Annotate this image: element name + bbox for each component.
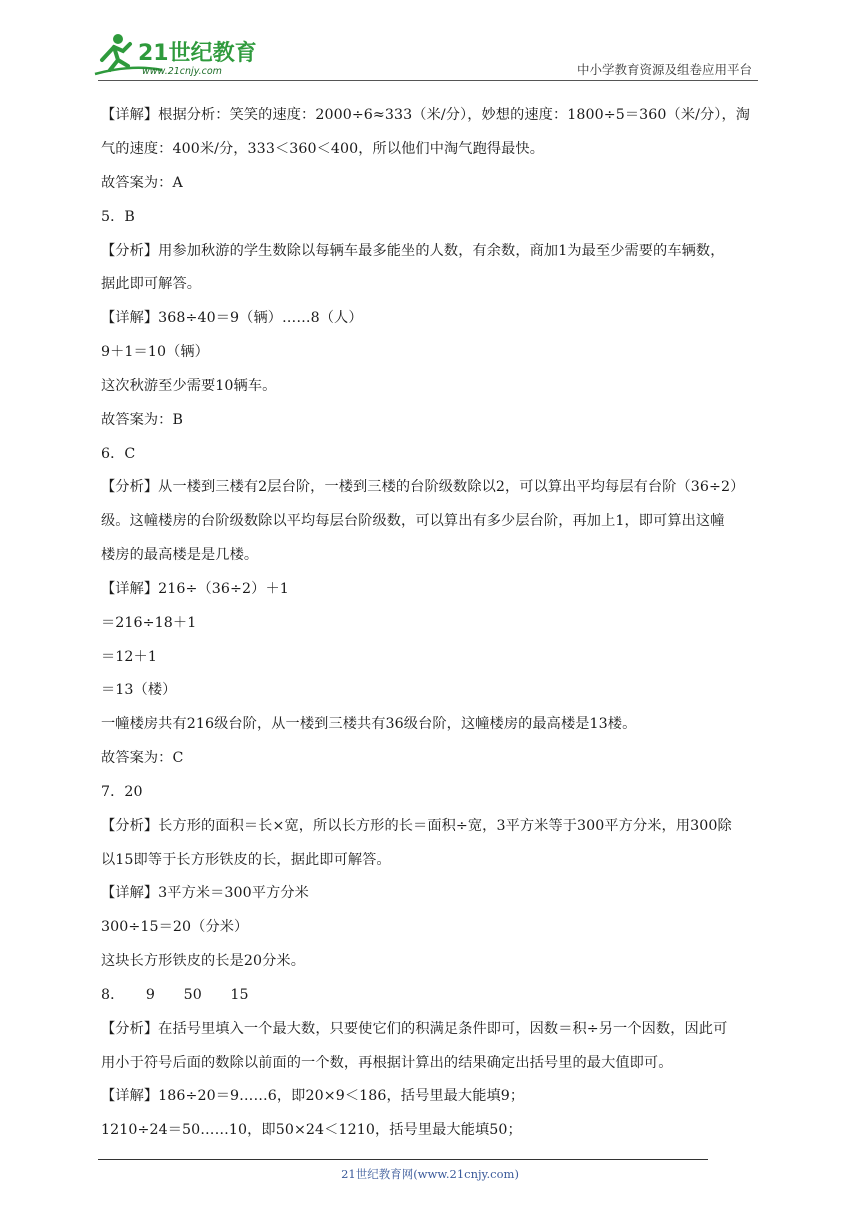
text-line: 级。这幢楼房的台阶级数除以平均每层台阶级数，可以算出有多少层台阶，再加上1，即可算出这幢: [101, 513, 725, 529]
header-divider: [98, 80, 758, 81]
text-line: 【详解】根据分析：笑笑的速度：2000÷6≈333（米/分），妙想的速度：1800÷5＝360（米/分），淘: [101, 107, 751, 123]
text-line: 1210÷24＝50……10，即50×24＜1210，括号里最大能填50；: [101, 1122, 522, 1138]
text-line: 【分析】用参加秋游的学生数除以每辆车最多能坐的人数，有余数，商加1为最至少需要的车辆数，: [101, 243, 725, 259]
text-line: 【详解】186÷20＝9……6，即20×9＜186，括号里最大能填9；: [101, 1088, 525, 1104]
text-line: 楼房的最高楼是是几楼。: [101, 547, 259, 563]
question-number: 7．20: [101, 784, 143, 800]
text-line: 这次秋游至少需要10辆车。: [101, 378, 277, 394]
text-line: 【分析】从一楼到三楼有2层台阶，一楼到三楼的台阶级数除以2，可以算出平均每层有台阶（36÷2）: [101, 479, 745, 495]
text-line: ＝216÷18＋1: [101, 615, 197, 631]
site-logo: [92, 30, 262, 78]
text-line: 故答案为：C: [101, 750, 184, 766]
text-line: 这块长方形铁皮的长是20分米。: [101, 953, 305, 969]
platform-tagline: 中小学教育资源及组卷应用平台: [576, 62, 752, 77]
text-line: 9＋1＝10（辆）: [101, 344, 209, 360]
text-line: 以15即等于长方形铁皮的长，据此即可解答。: [101, 852, 391, 868]
page-header: [0, 0, 860, 82]
svg-text:21世纪教育: 21世纪教育: [138, 41, 257, 66]
text-line: ＝13（楼）: [101, 682, 177, 698]
text-line: 一幢楼房共有216级台阶，从一楼到三楼共有36级台阶，这幢楼房的最高楼是13楼。: [101, 716, 637, 732]
text-line: 【分析】在括号里填入一个最大数，只要使它们的积满足条件即可，因数＝积÷另一个因数，因此可: [101, 1021, 728, 1037]
text-line: 据此即可解答。: [101, 276, 202, 292]
text-line: 【详解】368÷40＝9（辆）……8（人）: [101, 310, 363, 326]
text-line: 故答案为：B: [101, 412, 183, 428]
question-number: 5．B: [101, 209, 135, 225]
footer-divider: [98, 1159, 708, 1160]
text-line: 气的速度：400米/分，333＜360＜400，所以他们中淘气跑得最快。: [101, 141, 545, 157]
svg-text:www.21cnjy.com: www.21cnjy.com: [142, 66, 222, 77]
text-line: 300÷15＝20（分米）: [101, 919, 249, 935]
footer-link[interactable]: 21世纪教育网(www.21cnjy.com): [341, 1167, 519, 1181]
text-line: 用小于符号后面的数除以前面的一个数，再根据计算出的结果确定出括号里的最大值即可。: [101, 1055, 673, 1071]
text-line: 【详解】216÷（36÷2）＋1: [101, 581, 289, 597]
text-line: 故答案为：A: [101, 175, 183, 191]
text-line: 【详解】3平方米＝300平方分米: [101, 885, 309, 901]
text-line: ＝12＋1: [101, 649, 157, 665]
text-line: 【分析】长方形的面积＝长×宽，所以长方形的长＝面积÷宽，3平方米等于300平方分米，用300除: [101, 818, 732, 834]
question-number: 6．C: [101, 446, 136, 462]
question-number: 8． 9 50 15: [101, 987, 249, 1003]
